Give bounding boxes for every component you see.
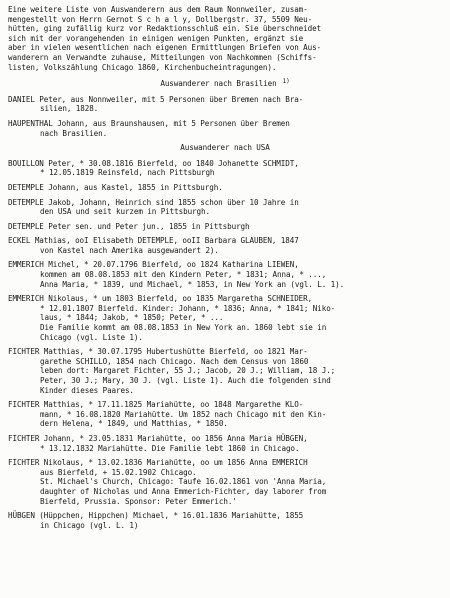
entry-continuation-line: den USA und seit kurzem in Pittsburgh.	[40, 207, 210, 217]
heading-brazil	[8, 77, 442, 89]
entry-continuation-line: Bierfeld, Prussia. Sponsor: Peter Emmerich.'	[40, 496, 237, 506]
entry-continuation-line: dern Helena, * 1849, und Matthias, * 1850.	[40, 419, 228, 429]
emigrant-entry	[8, 119, 442, 138]
emigrant-entry	[8, 198, 442, 217]
entry-first-line: FICHTER Nikolaus, * 13.02.1836 Mariahütte, oo um 1856 Anna EMMERICH	[8, 458, 308, 468]
emigrant-entry	[8, 347, 442, 395]
entry-continuation-line: mann, * 16.08.1820 Mariahütte. Um 1852 nach Chicago mit den Kin-	[40, 409, 327, 419]
entry-first-line: FICHTER Johann, * 23.05.1831 Mariahütte, oo 1856 Anna Maria HÜBGEN,	[8, 433, 308, 443]
entry-first-line: DETEMPLE Johann, aus Kastel, 1855 in Pittsburgh.	[8, 182, 223, 192]
emigrant-entry	[8, 95, 442, 114]
entry-first-line: FICHTER Matthias, * 30.07.1795 Hubertushütte Bierfeld, oo 1821 Mar-	[8, 347, 308, 357]
entry-first-line: FICHTER Matthias, * 17.11.1825 Mariahütte, oo 1848 Margarethe KLO-	[8, 400, 304, 410]
entry-continuation-line: garethe SCHILLO, 1854 nach Chicago. Nach dem Census von 1860	[40, 356, 309, 366]
emigrant-entry	[8, 159, 442, 178]
entry-continuation-line: nach Brasilien.	[40, 128, 108, 138]
heading-usa	[8, 143, 442, 153]
heading-brazil-text: Auswanderer nach Brasilien	[160, 79, 277, 89]
entry-continuation-line: Die Familie kommt am 08.08.1853 in New York an. 1860 lebt sie in	[40, 323, 327, 333]
entry-first-line: DANIEL Peter, aus Nonnweiler, mit 5 Personen über Bremen nach Bra-	[8, 94, 304, 104]
entry-continuation-line: von Kastel nach Amerika ausgewandert 2).	[40, 245, 219, 255]
emigrant-entry	[8, 183, 442, 193]
emigrant-entry	[8, 260, 442, 289]
entry-first-line: DETEMPLE Peter sen. und Peter jun., 1855 in Pittsburgh	[8, 221, 250, 231]
entry-first-line: EMMERICH Nikolaus, * um 1803 Bierfeld, oo 1835 Margaretha SCHNEIDER,	[8, 294, 313, 304]
entry-first-line: BOUILLON Peter, * 30.08.1816 Bierfeld, oo 1840 Johanette SCHMIDT,	[8, 158, 299, 168]
entry-continuation-line: in Chicago (vgl. L. 1)	[40, 520, 139, 530]
entry-continuation-line: silien, 1828.	[40, 104, 99, 114]
emigrant-entry	[8, 400, 442, 429]
entry-continuation-line: * 12.05.1819 Reinsfeld, nach Pittsburgh	[40, 168, 215, 178]
emigrant-entry	[8, 222, 442, 232]
entry-continuation-line: St. Michael's Church, Chicago: Taufe 16.02.1861 von 'Anna Maria,	[40, 477, 327, 487]
brazil-entries	[8, 95, 442, 138]
entry-continuation-line: laus, * 1844; Jakob, * 1850; Peter, * ...	[40, 313, 224, 323]
entry-continuation-line: kommen am 08.08.1853 mit den Kindern Peter, * 1831; Anna, * ...,	[40, 270, 327, 280]
intro-paragraph: Eine weitere Liste von Auswanderern aus dem Raum Nonnweiler, zusam- mengestellt von Herrn Gernot S c h a l y, Dollbergstr. 37, 5509 Neu- hütten, ging zufällig kurz vor Redaktionsschluß ein. Sie überschneidet sich mit der vorangehenden in einigen wenigen Punkten, ergänzt sie aber in vielen wesentlichen nach eigenen Ermittlungen Briefen von Aus- wanderern an Verwandte zuhause, Mitteilungen von Nachkommen (Schiffs- listen, Volkszählung Chicago 1860, Kirchenbucheintragungen).	[8, 5, 322, 72]
entry-first-line: ECKEL Mathias, ooI Elisabeth DETEMPLE, ooII Barbara GLAUBEN, 1847	[8, 236, 299, 246]
emigrant-entry	[8, 236, 442, 255]
entry-continuation-line: Chicago (vgl. Liste 1).	[40, 332, 143, 342]
heading-brazil-footnote: 1)	[282, 78, 290, 86]
emigrant-entry	[8, 294, 442, 342]
entry-continuation-line: Peter, 30 J.; Mary, 30 J. (vgl. Liste 1). Auch die folgenden sind	[40, 376, 331, 385]
entry-continuation-line: Kinder dieses Paares.	[40, 385, 134, 395]
entry-continuation-line: Anna Maria, * 1839, und Michael, * 1853, in New York an (vgl. L. 1).	[40, 279, 345, 289]
emigrant-entry	[8, 434, 442, 453]
emigrant-entry	[8, 511, 442, 530]
heading-usa-text: Auswanderer nach USA	[180, 143, 270, 153]
entry-continuation-line: * 13.12.1832 Mariahütte. Die Familie lebt 1860 in Chicago.	[40, 443, 300, 453]
entry-continuation-line: * 12.01.1807 Bierfeld. Kinder: Johann, * 1836; Anna, * 1841; Niko-	[40, 303, 336, 313]
emigrant-entry	[8, 458, 442, 506]
entry-continuation-line: daughter of Nicholas und Anna Emmerich-Fichter, day laborer from	[40, 486, 327, 496]
entry-first-line: DETEMPLE Jakob, Johann, Heinrich sind 1855 schon über 10 Jahre in	[8, 197, 299, 207]
entry-continuation-line: leben dort: Margaret Fichter, 55 J.; Jacob, 20 J.; William, 18 J.;	[40, 366, 336, 376]
entry-first-line: HAUPENTHAL Johann, aus Braunshausen, mit 5 Personen über Bremen	[8, 118, 290, 128]
entry-first-line: HÜBGEN (Hüppchen, Hippchen) Michael, * 16.01.1836 Mariahütte, 1855	[8, 511, 304, 521]
entry-continuation-line: aus Bierfeld, + 15.02.1902 Chicago.	[40, 467, 197, 477]
entry-first-line: EMMERICH Michel, * 20.07.1796 Bierfeld, oo 1824 Katharina LIEWEN,	[8, 260, 299, 270]
usa-entries	[8, 159, 442, 531]
